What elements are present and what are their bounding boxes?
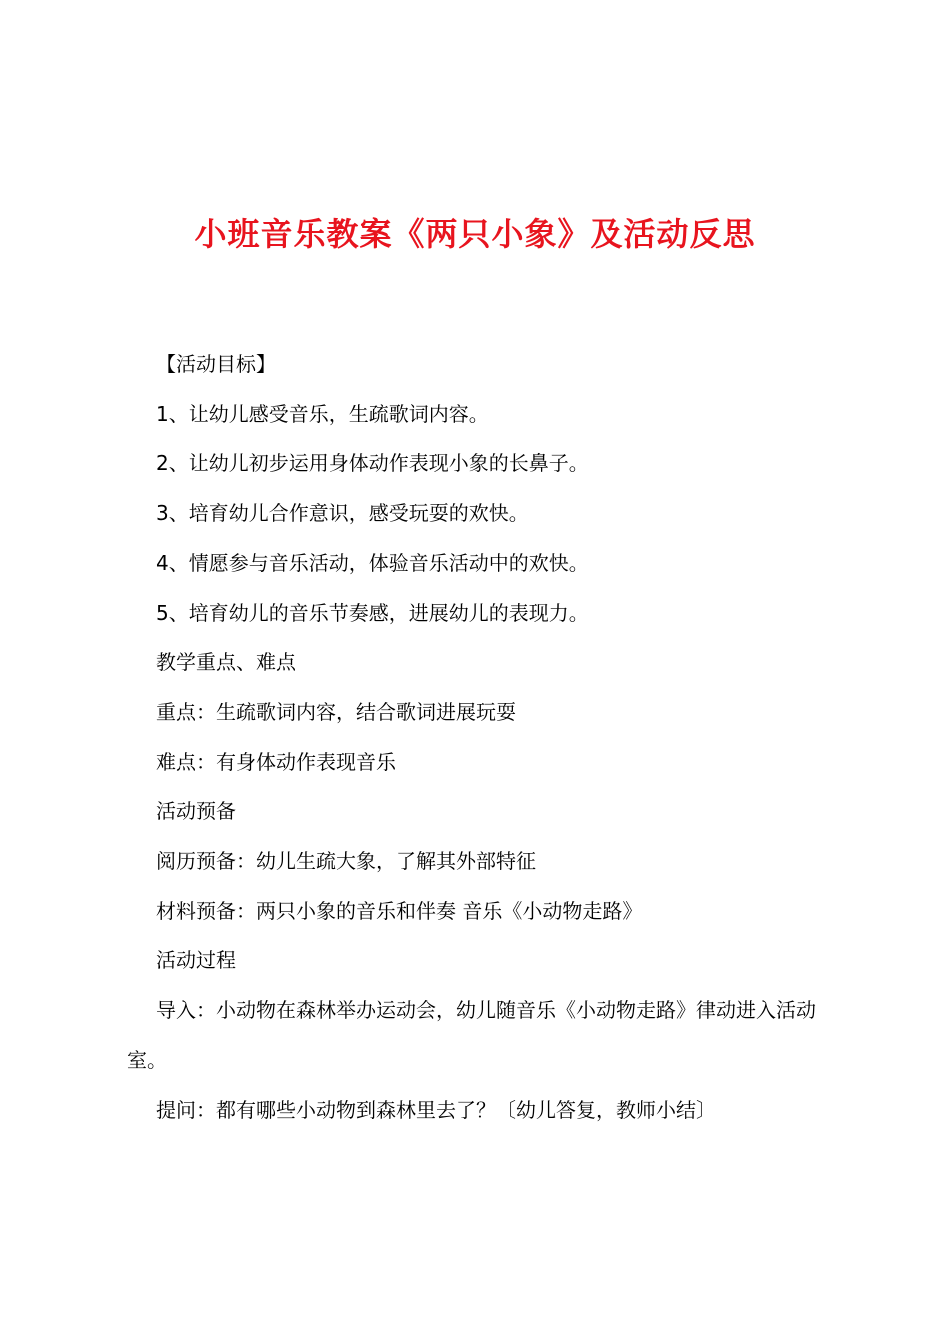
question-text: 提问：都有哪些小动物到森林里去了？〔幼儿答复，教师小结〕 (156, 1097, 716, 1122)
document-body (127, 340, 837, 1135)
goal-item-1: 1、让幼儿感受音乐，生疏歌词内容。 (156, 401, 489, 426)
section-heading-activity-goals: 【活动目标】 (156, 352, 276, 376)
document-title: 小班音乐教案《两只小象》及活动反思 (194, 215, 756, 253)
goal-item-3: 3、培育幼儿合作意识，感受玩耍的欢快。 (156, 501, 529, 526)
goal-item-5: 5、培育幼儿的音乐节奏感，进展幼儿的表现力。 (156, 600, 589, 625)
goal-item-4: 4、情愿参与音乐活动，体验音乐活动中的欢快。 (156, 550, 589, 575)
key-point-text: 重点：生疏歌词内容，结合歌词进展玩耍 (156, 699, 516, 724)
section-heading-preparation: 活动预备 (156, 799, 236, 824)
difficulty-text: 难点：有身体动作表现音乐 (156, 749, 396, 774)
material-preparation-text: 材料预备：两只小象的音乐和伴奏 音乐《小动物走路》 (156, 898, 643, 923)
goal-item-2: 2、让幼儿初步运用身体动作表现小象的长鼻子。 (156, 451, 589, 476)
experience-preparation-text: 阅历预备：幼儿生疏大象，了解其外部特征 (156, 849, 536, 874)
introduction-text: 导入：小动物在森林举办运动会，幼儿随音乐《小动物走路》律动进入活动室。 (127, 998, 816, 1072)
section-heading-process: 活动过程 (156, 948, 236, 973)
section-heading-key-points: 教学重点、难点 (156, 650, 296, 675)
